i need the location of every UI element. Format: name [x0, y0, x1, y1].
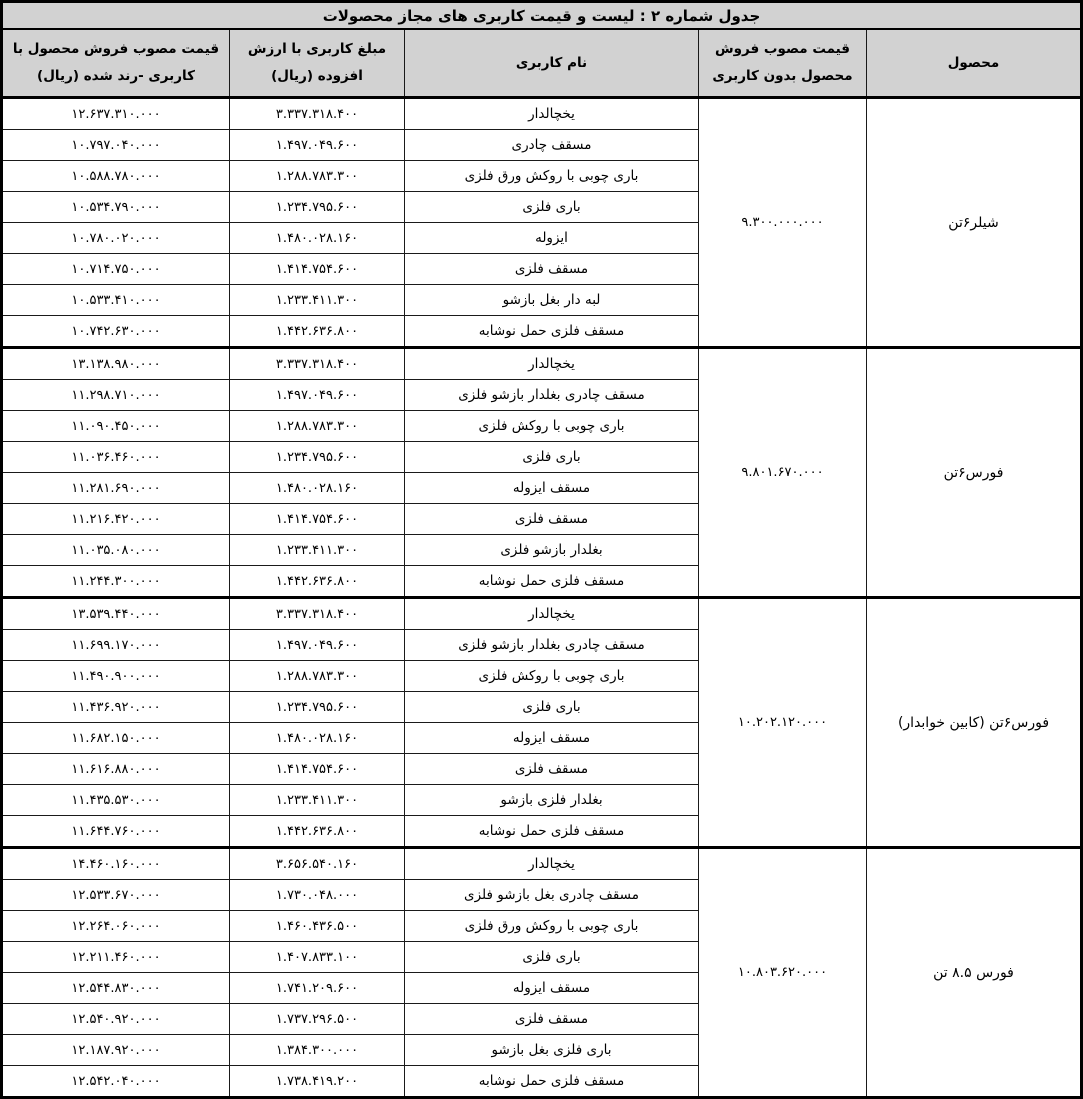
usage-amount-cell: ۱.۲۸۸.۷۸۳.۳۰۰	[230, 161, 405, 192]
usage-amount-cell: ۱.۴۴۲.۶۳۶.۸۰۰	[230, 566, 405, 598]
usage-amount-cell: ۱.۴۱۴.۷۵۴.۶۰۰	[230, 254, 405, 285]
usage-amount-cell: ۱.۲۳۳.۴۱۱.۳۰۰	[230, 285, 405, 316]
usage-amount-cell: ۱.۷۳۰.۰۴۸.۰۰۰	[230, 880, 405, 911]
usage-name-cell: مسقف فلزی حمل نوشابه	[405, 1066, 699, 1098]
header-base-price: قیمت مصوب فروش محصول بدون کاربری	[699, 29, 867, 98]
usage-name-cell: مسقف فلزی حمل نوشابه	[405, 316, 699, 348]
usage-amount-cell: ۱.۴۱۴.۷۵۴.۶۰۰	[230, 504, 405, 535]
final-price-cell: ۱۴.۴۶۰.۱۶۰.۰۰۰	[1, 848, 229, 880]
usage-amount-cell: ۱.۴۹۷.۰۴۹.۶۰۰	[230, 630, 405, 661]
usage-name-cell: باری فلزی	[405, 192, 699, 223]
table-title: جدول شماره ۲ : لیست و قیمت کاربری های مجاز محصولات	[1, 2, 1081, 30]
final-price-cell: ۱۰.۵۳۴.۷۹۰.۰۰۰	[1, 192, 229, 223]
final-price-cell: ۱۱.۰۹۰.۴۵۰.۰۰۰	[1, 411, 229, 442]
final-price-cell: ۱۰.۷۱۴.۷۵۰.۰۰۰	[1, 254, 229, 285]
final-price-cell: ۱۱.۲۹۸.۷۱۰.۰۰۰	[1, 380, 229, 411]
table-row	[1, 98, 1081, 130]
usage-amount-cell: ۱.۲۳۴.۷۹۵.۶۰۰	[230, 192, 405, 223]
usage-amount-cell: ۱.۴۴۲.۶۳۶.۸۰۰	[230, 816, 405, 848]
usage-name-cell: مسقف چادری بغل بازشو فلزی	[405, 880, 699, 911]
product-cell: فورس۶تن (کابین خوابدار)	[867, 598, 1082, 848]
usage-name-cell: یخچالدار	[405, 848, 699, 880]
table-header-row	[1, 29, 1081, 98]
final-price-cell: ۱۲.۱۸۷.۹۲۰.۰۰۰	[1, 1035, 229, 1066]
header-usage-amount: مبلغ کاربری با ارزش افزوده (ریال)	[230, 29, 405, 98]
final-price-cell: ۱۱.۴۹۰.۹۰۰.۰۰۰	[1, 661, 229, 692]
base-price-cell: ۹.۸۰۱.۶۷۰.۰۰۰	[699, 348, 867, 598]
usage-name-cell: باری فلزی	[405, 942, 699, 973]
usage-amount-cell: ۱.۷۴۱.۲۰۹.۶۰۰	[230, 973, 405, 1004]
usage-name-cell: مسقف فلزی	[405, 1004, 699, 1035]
final-price-cell: ۱۱.۶۸۲.۱۵۰.۰۰۰	[1, 723, 229, 754]
usage-amount-cell: ۱.۲۳۳.۴۱۱.۳۰۰	[230, 535, 405, 566]
usage-amount-cell: ۳.۶۵۶.۵۴۰.۱۶۰	[230, 848, 405, 880]
final-price-cell: ۱۱.۲۸۱.۶۹۰.۰۰۰	[1, 473, 229, 504]
usage-amount-cell: ۱.۲۳۳.۴۱۱.۳۰۰	[230, 785, 405, 816]
table-body	[1, 98, 1081, 1098]
base-price-cell: ۹.۳۰۰.۰۰۰.۰۰۰	[699, 98, 867, 348]
final-price-cell: ۱۱.۶۱۶.۸۸۰.۰۰۰	[1, 754, 229, 785]
final-price-cell: ۱۱.۴۳۵.۵۳۰.۰۰۰	[1, 785, 229, 816]
final-price-cell: ۱۱.۴۳۶.۹۲۰.۰۰۰	[1, 692, 229, 723]
usage-name-cell: مسقف ایزوله	[405, 723, 699, 754]
header-final-price: قیمت مصوب فروش محصول با کاربری -رند شده (ریال)	[1, 29, 229, 98]
final-price-cell: ۱۲.۵۳۳.۶۷۰.۰۰۰	[1, 880, 229, 911]
usage-name-cell: ایزوله	[405, 223, 699, 254]
usage-amount-cell: ۱.۲۳۴.۷۹۵.۶۰۰	[230, 692, 405, 723]
usage-name-cell: باری چوبی با روکش ورق فلزی	[405, 161, 699, 192]
final-price-cell: ۱۲.۵۴۰.۹۲۰.۰۰۰	[1, 1004, 229, 1035]
final-price-cell: ۱۲.۵۴۲.۰۴۰.۰۰۰	[1, 1066, 229, 1098]
final-price-cell: ۱۱.۲۴۴.۳۰۰.۰۰۰	[1, 566, 229, 598]
usage-amount-cell: ۱.۴۸۰.۰۲۸.۱۶۰	[230, 223, 405, 254]
usage-amount-cell: ۱.۴۹۷.۰۴۹.۶۰۰	[230, 130, 405, 161]
usage-name-cell: مسقف فلزی حمل نوشابه	[405, 566, 699, 598]
usage-amount-cell: ۱.۴۴۲.۶۳۶.۸۰۰	[230, 316, 405, 348]
usage-amount-cell: ۱.۲۸۸.۷۸۳.۳۰۰	[230, 661, 405, 692]
header-usage-name: نام کاربری	[405, 29, 699, 98]
final-price-cell: ۱۱.۲۱۶.۴۲۰.۰۰۰	[1, 504, 229, 535]
usage-name-cell: مسقف فلزی	[405, 254, 699, 285]
final-price-cell: ۱۰.۷۴۲.۶۳۰.۰۰۰	[1, 316, 229, 348]
final-price-cell: ۱۳.۵۳۹.۴۴۰.۰۰۰	[1, 598, 229, 630]
usage-amount-cell: ۱.۲۸۸.۷۸۳.۳۰۰	[230, 411, 405, 442]
product-cell: فورس۶تن	[867, 348, 1082, 598]
usage-amount-cell: ۱.۴۸۰.۰۲۸.۱۶۰	[230, 473, 405, 504]
usage-name-cell: لبه دار بغل بازشو	[405, 285, 699, 316]
usage-name-cell: باری فلزی	[405, 442, 699, 473]
usage-name-cell: مسقف فلزی	[405, 504, 699, 535]
usage-name-cell: یخچالدار	[405, 348, 699, 380]
final-price-cell: ۱۲.۵۴۴.۸۳۰.۰۰۰	[1, 973, 229, 1004]
usage-amount-cell: ۳.۳۳۷.۳۱۸.۴۰۰	[230, 98, 405, 130]
usage-amount-cell: ۱.۷۳۷.۲۹۶.۵۰۰	[230, 1004, 405, 1035]
usage-name-cell: مسقف چادری	[405, 130, 699, 161]
usage-name-cell: مسقف چادری بغلدار بازشو فلزی	[405, 380, 699, 411]
table-title-row	[1, 2, 1081, 30]
table-row	[1, 848, 1081, 880]
final-price-cell: ۱۰.۷۹۷.۰۴۰.۰۰۰	[1, 130, 229, 161]
final-price-cell: ۱۱.۰۳۶.۴۶۰.۰۰۰	[1, 442, 229, 473]
final-price-cell: ۱۳.۱۳۸.۹۸۰.۰۰۰	[1, 348, 229, 380]
usage-amount-cell: ۳.۳۳۷.۳۱۸.۴۰۰	[230, 598, 405, 630]
usage-name-cell: یخچالدار	[405, 98, 699, 130]
final-price-cell: ۱۰.۷۸۰.۰۲۰.۰۰۰	[1, 223, 229, 254]
usage-amount-cell: ۱.۴۰۷.۸۳۳.۱۰۰	[230, 942, 405, 973]
header-product: محصول	[867, 29, 1082, 98]
final-price-cell: ۱۲.۶۳۷.۳۱۰.۰۰۰	[1, 98, 229, 130]
final-price-cell: ۱۱.۶۹۹.۱۷۰.۰۰۰	[1, 630, 229, 661]
usage-name-cell: باری فلزی	[405, 692, 699, 723]
final-price-cell: ۱۰.۵۸۸.۷۸۰.۰۰۰	[1, 161, 229, 192]
usage-name-cell: باری چوبی با روکش فلزی	[405, 411, 699, 442]
usage-name-cell: بغلدار فلزی بازشو	[405, 785, 699, 816]
usage-name-cell: مسقف فلزی حمل نوشابه	[405, 816, 699, 848]
usage-name-cell: باری چوبی با روکش فلزی	[405, 661, 699, 692]
base-price-cell: ۱۰.۲۰۲.۱۲۰.۰۰۰	[699, 598, 867, 848]
usage-amount-cell: ۱.۴۹۷.۰۴۹.۶۰۰	[230, 380, 405, 411]
usage-amount-cell: ۱.۴۸۰.۰۲۸.۱۶۰	[230, 723, 405, 754]
usage-amount-cell: ۱.۲۳۴.۷۹۵.۶۰۰	[230, 442, 405, 473]
usage-name-cell: باری چوبی با روکش ورق فلزی	[405, 911, 699, 942]
final-price-cell: ۱۱.۶۴۴.۷۶۰.۰۰۰	[1, 816, 229, 848]
usage-amount-cell: ۱.۳۸۴.۳۰۰.۰۰۰	[230, 1035, 405, 1066]
usage-amount-cell: ۱.۴۱۴.۷۵۴.۶۰۰	[230, 754, 405, 785]
table-row	[1, 598, 1081, 630]
final-price-cell: ۱۱.۰۳۵.۰۸۰.۰۰۰	[1, 535, 229, 566]
usage-name-cell: مسقف ایزوله	[405, 473, 699, 504]
usage-name-cell: یخچالدار	[405, 598, 699, 630]
product-cell: فورس ۸.۵ تن	[867, 848, 1082, 1098]
usage-name-cell: باری فلزی بغل بازشو	[405, 1035, 699, 1066]
usage-name-cell: مسقف ایزوله	[405, 973, 699, 1004]
base-price-cell: ۱۰.۸۰۳.۶۲۰.۰۰۰	[699, 848, 867, 1098]
usage-amount-cell: ۱.۴۶۰.۴۳۶.۵۰۰	[230, 911, 405, 942]
usage-amount-cell: ۳.۳۳۷.۳۱۸.۴۰۰	[230, 348, 405, 380]
final-price-cell: ۱۰.۵۳۳.۴۱۰.۰۰۰	[1, 285, 229, 316]
table-row	[1, 348, 1081, 380]
final-price-cell: ۱۲.۲۶۴.۰۶۰.۰۰۰	[1, 911, 229, 942]
document-page	[3, 0, 1083, 1089]
usage-amount-cell: ۱.۷۳۸.۴۱۹.۲۰۰	[230, 1066, 405, 1098]
usage-name-cell: مسقف فلزی	[405, 754, 699, 785]
final-price-cell: ۱۲.۲۱۱.۴۶۰.۰۰۰	[1, 942, 229, 973]
usage-name-cell: بغلدار بازشو فلزی	[405, 535, 699, 566]
product-cell: شیلر۶تن	[867, 98, 1082, 348]
usage-name-cell: مسقف چادری بغلدار بازشو فلزی	[405, 630, 699, 661]
